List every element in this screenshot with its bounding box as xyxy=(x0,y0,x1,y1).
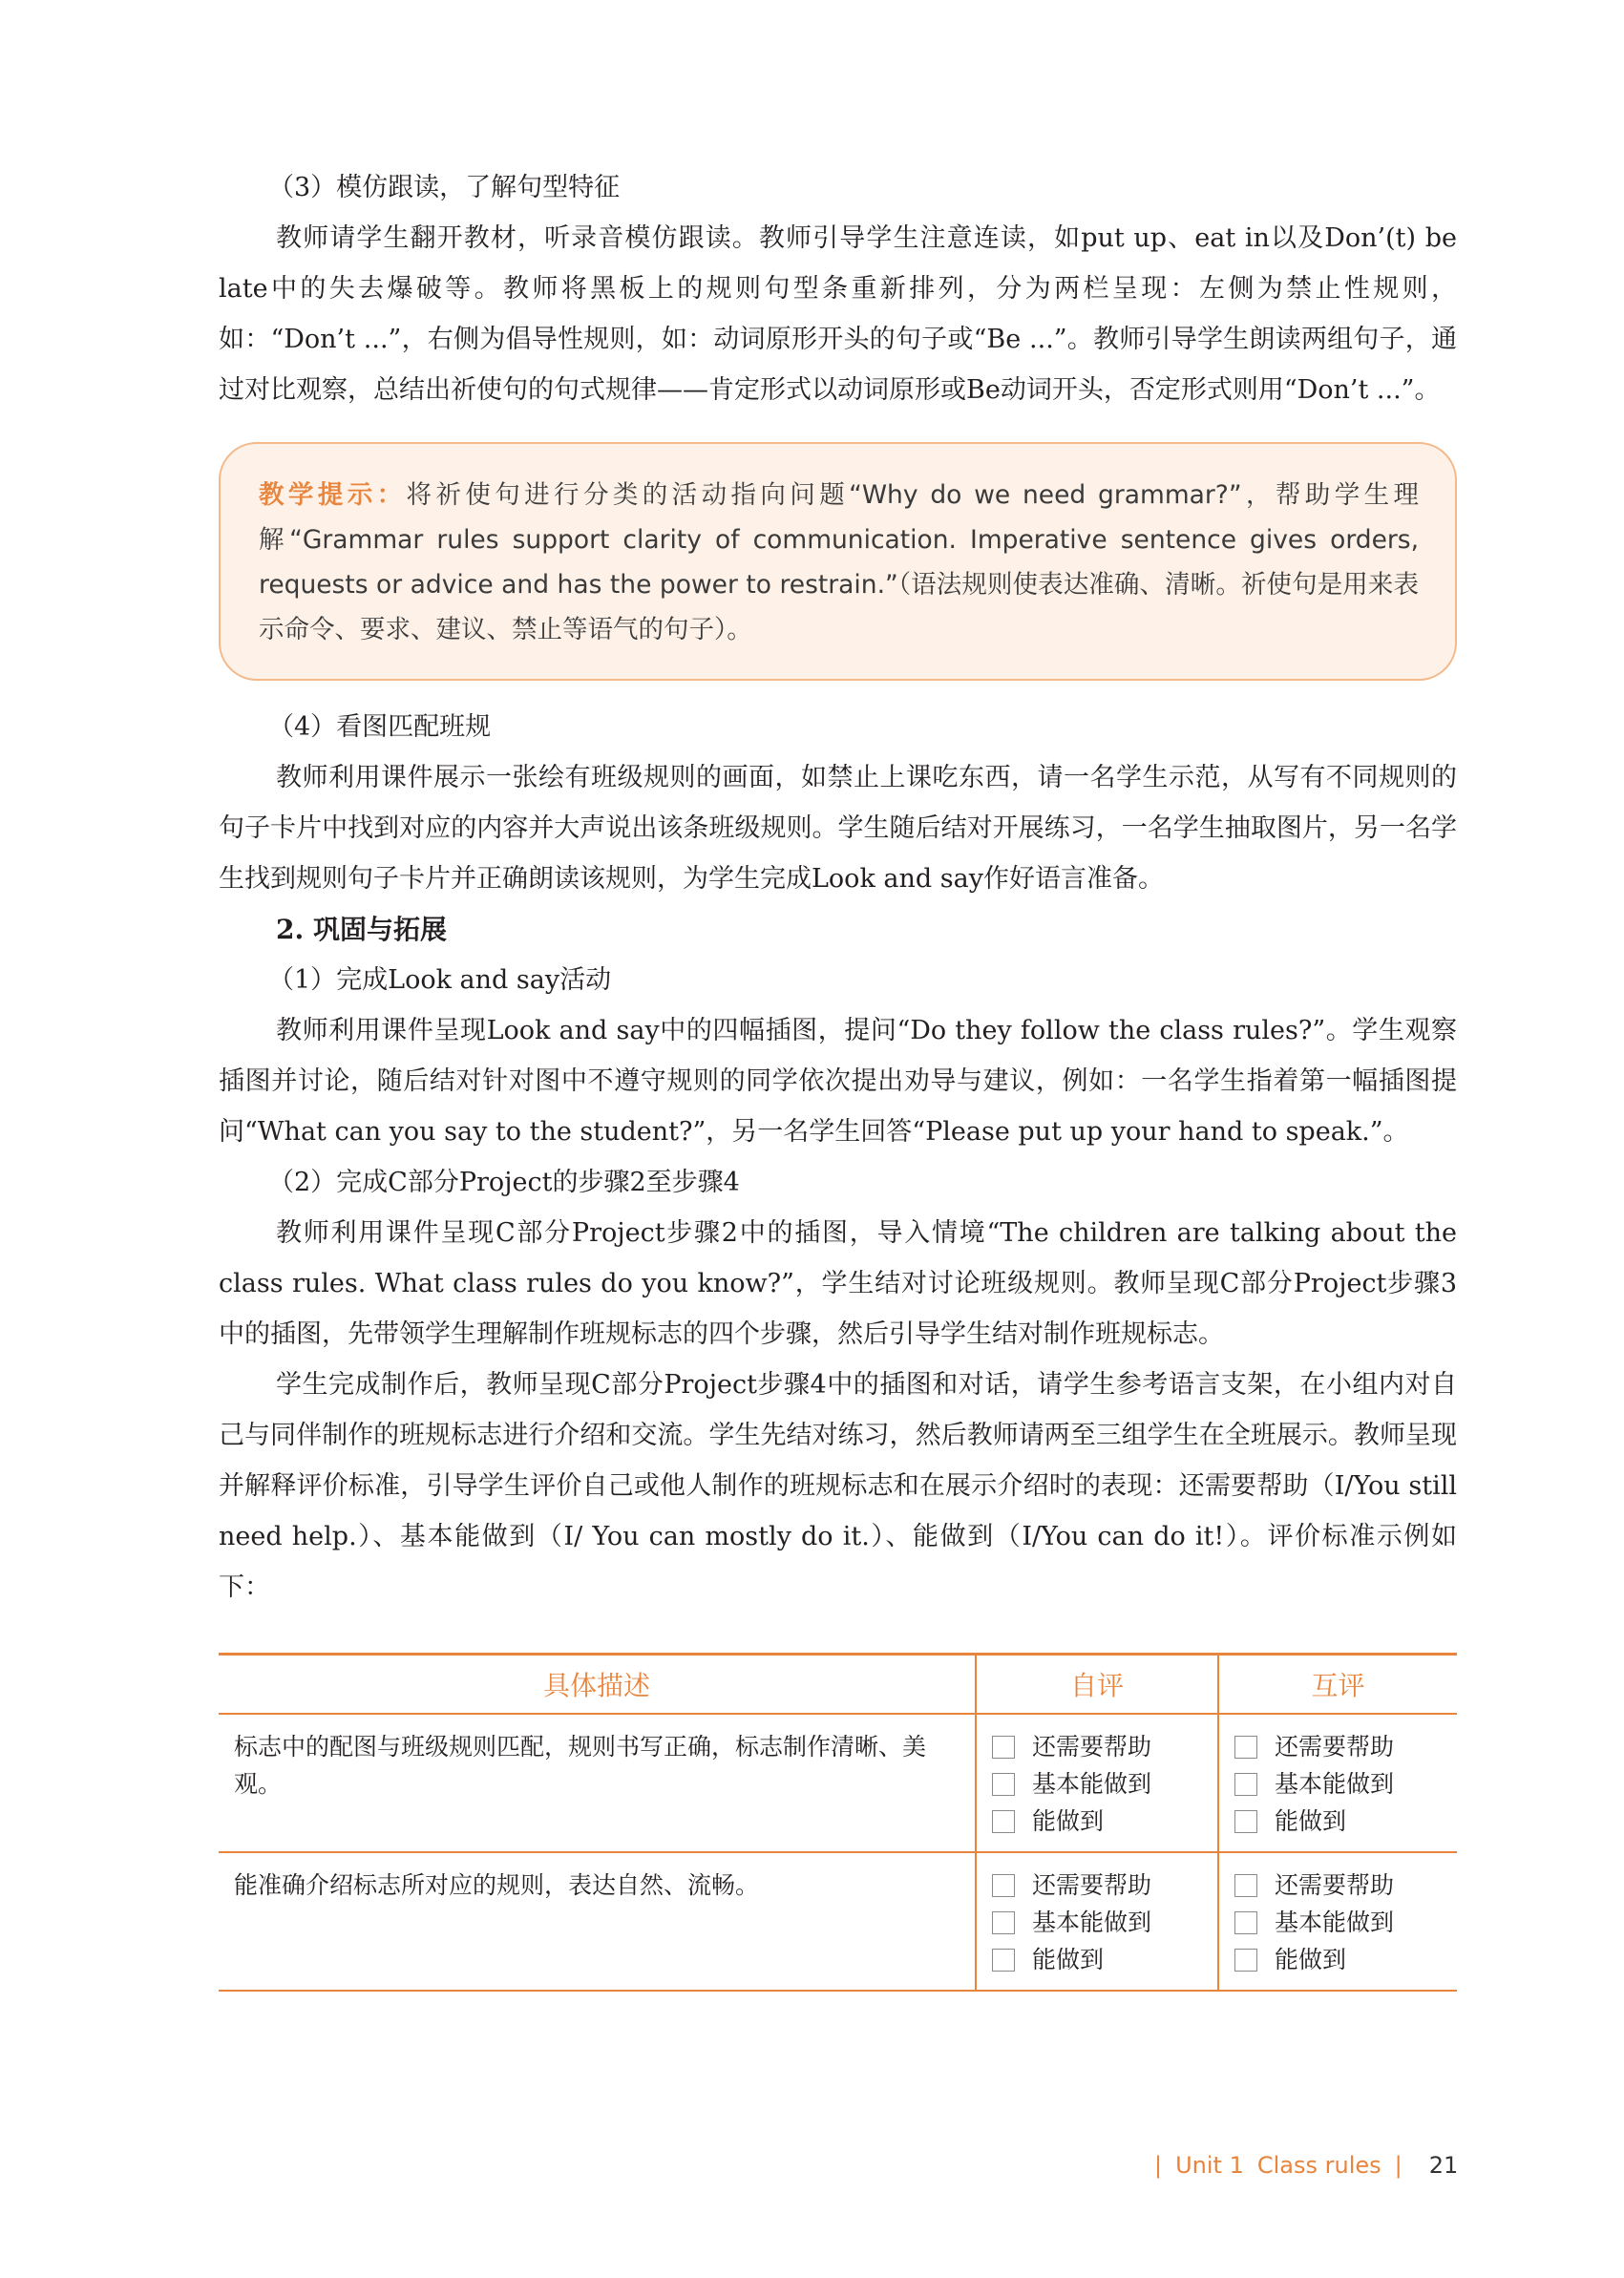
option-label: 还需要帮助 xyxy=(1032,1871,1152,1899)
option-label: 还需要帮助 xyxy=(1032,1733,1152,1761)
table-row xyxy=(219,1714,1457,1852)
option-label: 基本能做到 xyxy=(1275,1909,1395,1936)
header-peer-eval: 互评 xyxy=(1218,1655,1457,1715)
teaching-tip-label: 教学提示： xyxy=(259,480,407,510)
checkbox[interactable] xyxy=(1234,1874,1257,1897)
option-label: 能做到 xyxy=(1275,1807,1347,1835)
option[interactable] xyxy=(992,1728,1217,1765)
checkbox[interactable] xyxy=(1234,1810,1257,1833)
option[interactable] xyxy=(1234,1728,1457,1765)
option[interactable] xyxy=(992,1803,1217,1840)
row-2-description: 能准确介绍标志所对应的规则，表达自然、流畅。 xyxy=(219,1852,976,1991)
option[interactable] xyxy=(992,1867,1217,1904)
option[interactable] xyxy=(992,1904,1217,1941)
checkbox[interactable] xyxy=(1234,1736,1257,1759)
checkbox[interactable] xyxy=(992,1810,1015,1833)
page-footer xyxy=(1141,2152,1458,2179)
section-2-1-paragraph: 教师利用课件呈现Look and say中的四幅插图，提问“Do they follow the class rules?”。学生观察插图并讨论，随后结对针对图中不遵守规则的同学依次提出劝导与建议，例如：一名学生指着第一幅插图提问“What can you say to the student?”，另一名学生回答“Please put up your hand to speak.”。 xyxy=(219,1016,1457,1147)
option-label: 基本能做到 xyxy=(1032,1770,1152,1798)
option-label: 还需要帮助 xyxy=(1275,1733,1395,1761)
checkbox[interactable] xyxy=(992,1773,1015,1796)
checkbox[interactable] xyxy=(1234,1949,1257,1972)
option[interactable] xyxy=(992,1765,1217,1803)
option-label: 还需要帮助 xyxy=(1275,1871,1395,1899)
teaching-tip-text: 将祈使句进行分类的活动指向问题“Why do we need grammar?”，帮助学生理解“Grammar rules support clarity of communication. Imperative sentence gives orders, requests or advice and has the power to restrain.”（语法规则使表达准确、清晰。祈使句是用来表示命令、要求、建议、禁止等语气的句子）。 xyxy=(259,480,1419,644)
footer-unit: Unit 1 xyxy=(1175,2152,1244,2179)
table-row xyxy=(219,1852,1457,1991)
option[interactable] xyxy=(1234,1904,1457,1941)
section-4-paragraph: 教师利用课件展示一张绘有班级规则的画面，如禁止上课吃东西，请一名学生示范，从写有不同规则的句子卡片中找到对应的内容并大声说出该条班级规则。学生随后结对开展练习，一名学生抽取图片，另一名学生找到规则句子卡片并正确朗读该规则，为学生完成Look and say作好语言准备。 xyxy=(219,763,1457,894)
header-description: 具体描述 xyxy=(219,1655,976,1715)
option-label: 能做到 xyxy=(1275,1946,1347,1973)
option-label: 能做到 xyxy=(1032,1807,1105,1835)
page-content xyxy=(219,162,1457,1992)
section-2-2-paragraph-2: 学生完成制作后，教师呈现C部分Project步骤4中的插图和对话，请学生参考语言支架，在小组内对自己与同伴制作的班规标志进行介绍和交流。学生先结对练习，然后教师请两至三组学生在全班展示。教师呈现并解释评价标准，引导学生评价自己或他人制作的班规标志和在展示介绍时的表现：还需要帮助（I/You still need help.）、基本能做到（I/ You can mostly do it.）、能做到（I/You can do it!）。评价标准示例如下： xyxy=(219,1370,1457,1602)
page-number: 21 xyxy=(1428,2152,1459,2179)
checkbox[interactable] xyxy=(992,1736,1015,1759)
checkbox[interactable] xyxy=(1234,1911,1257,1934)
option[interactable] xyxy=(1234,1803,1457,1840)
header-self-eval: 自评 xyxy=(976,1655,1218,1715)
option[interactable] xyxy=(1234,1941,1457,1978)
option-label: 基本能做到 xyxy=(1032,1909,1152,1936)
option[interactable] xyxy=(1234,1765,1457,1803)
row-2-self-eval xyxy=(976,1852,1218,1991)
footer-divider: | xyxy=(1394,2152,1403,2179)
evaluation-table xyxy=(219,1653,1457,1992)
section-2-1-title: （1）完成Look and say活动 xyxy=(268,965,612,995)
checkbox[interactable] xyxy=(992,1911,1015,1934)
option-label: 基本能做到 xyxy=(1275,1770,1395,1798)
section-3-title: （3）模仿跟读，了解句型特征 xyxy=(268,173,621,202)
row-2-peer-eval xyxy=(1218,1852,1457,1991)
heading-consolidation: 2. 巩固与拓展 xyxy=(276,914,447,945)
checkbox[interactable] xyxy=(992,1874,1015,1897)
row-1-self-eval xyxy=(976,1714,1218,1852)
option[interactable] xyxy=(992,1941,1217,1978)
section-4-title: （4）看图匹配班规 xyxy=(268,712,492,742)
section-2-2-title: （2）完成C部分Project的步骤2至步骤4 xyxy=(268,1168,740,1197)
checkbox[interactable] xyxy=(1234,1773,1257,1796)
option-label: 能做到 xyxy=(1032,1946,1105,1973)
row-1-description: 标志中的配图与班级规则匹配，规则书写正确，标志制作清晰、美观。 xyxy=(219,1714,976,1852)
option[interactable] xyxy=(1234,1867,1457,1904)
row-1-peer-eval xyxy=(1218,1714,1457,1852)
teaching-tip-box xyxy=(219,442,1457,681)
table-header-row xyxy=(219,1655,1457,1715)
footer-divider: | xyxy=(1154,2152,1163,2179)
footer-title: Class rules xyxy=(1256,2152,1381,2179)
checkbox[interactable] xyxy=(992,1949,1015,1972)
section-2-2-paragraph-1: 教师利用课件呈现C部分Project步骤2中的插图，导入情境“The children are talking about the class rules. What class rules do you know?”，学生结对讨论班级规则。教师呈现C部分Project步骤3中的插图，先带领学生理解制作班规标志的四个步骤，然后引导学生结对制作班规标志。 xyxy=(219,1218,1457,1349)
section-3-paragraph: 教师请学生翻开教材，听录音模仿跟读。教师引导学生注意连读，如put up、eat in以及Don’(t) be late中的失去爆破等。教师将黑板上的规则句型条重新排列，分为两栏呈现：左侧为禁止性规则，如：“Don’t ...”，右侧为倡导性规则，如：动词原形开头的句子或“Be ...”。教师引导学生朗读两组句子，通过对比观察，总结出祈使句的句式规律——肯定形式以动词原形或Be动词开头，否定形式则用“Don’t ...”。 xyxy=(219,223,1457,405)
